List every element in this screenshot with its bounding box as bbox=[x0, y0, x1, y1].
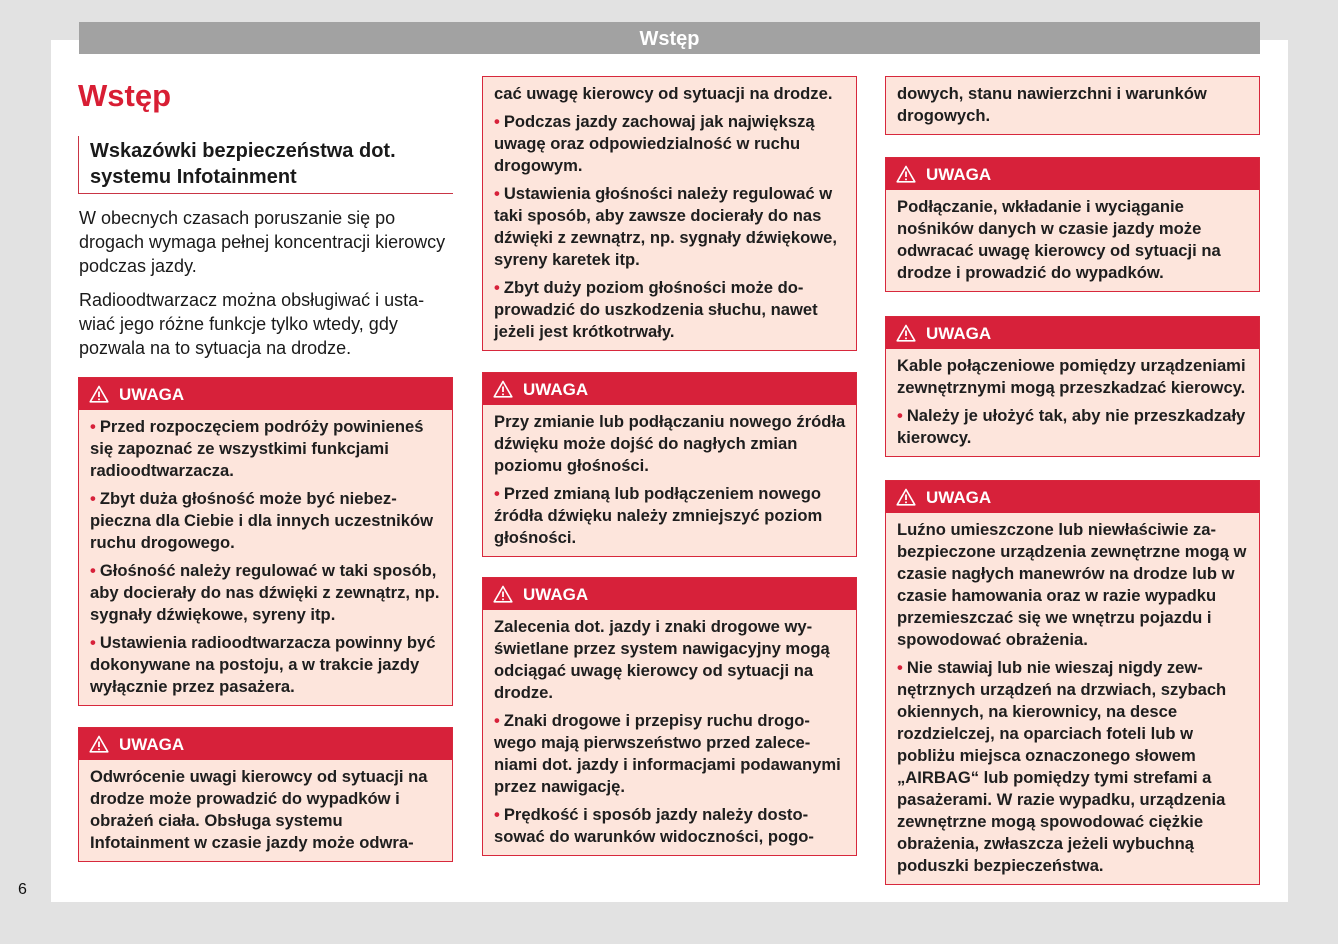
warning-header bbox=[886, 158, 1259, 190]
bullet-dot-icon: • bbox=[90, 489, 96, 508]
warning-box bbox=[78, 727, 453, 862]
warning-body bbox=[886, 513, 1259, 884]
warning-text bbox=[897, 519, 1249, 651]
warning-box-continuation bbox=[482, 76, 857, 351]
warning-bullet-item bbox=[494, 183, 846, 271]
warning-text bbox=[897, 196, 1249, 284]
bullet-dot-icon: • bbox=[494, 112, 500, 131]
item-text: Prędkość i sposób jazdy należy dostosować do warunków widoczności, pogo- bbox=[494, 805, 814, 846]
bullet-dot-icon: • bbox=[494, 278, 500, 297]
bullet-dot-icon: • bbox=[90, 633, 96, 652]
item-text: Podczas jazdy zachowaj jak największą uwagę oraz odpowiedzialność w ruchu drogowym. bbox=[494, 112, 815, 175]
warning-triangle-icon bbox=[896, 165, 916, 183]
bullet-dot-icon: • bbox=[90, 561, 96, 580]
item-text: Zbyt duża głośność może być niebezpieczna dla Ciebie i dla innych uczestników ruchu drogowego. bbox=[90, 489, 434, 552]
warning-box bbox=[885, 316, 1260, 457]
warning-bullet-item bbox=[897, 405, 1249, 449]
item-text: Ustawienia radioodtwarzacza powinny być dokonywane na postoju, a w trakcie jazdy wyłącznie przez pasażera. bbox=[90, 633, 436, 696]
item-text: Podłączanie, wkładanie i wyciąganie nośników danych w czasie jazdy może odwracać uwagę kierowcy od sytuacji na drodze i prowadzić do wypadków. bbox=[897, 197, 1221, 282]
warning-bullet-item bbox=[494, 804, 846, 848]
bullet-dot-icon: • bbox=[897, 658, 903, 677]
item-text: Odwrócenie uwagi kierowcy od sytuacji na drodze może prowadzić do wypadków i obrażeń ciała. Obsługa systemu Infotainment w czasie jazdy może odwra- bbox=[90, 767, 428, 852]
warning-body bbox=[483, 610, 856, 855]
subtitle-line-2: systemu Infotainment bbox=[90, 166, 297, 188]
section-header-bar: Wstęp bbox=[79, 22, 1260, 54]
item-text: Głośność należy regulować w taki sposób, aby docierały do nas dźwięki z zewnątrz, np. sygnały dźwiękowe, syreny itp. bbox=[90, 561, 440, 624]
item-text: dowych, stanu nawierzchni i warunków drogowych. bbox=[897, 84, 1207, 125]
warning-label: UWAGA bbox=[119, 734, 185, 754]
warning-header bbox=[886, 317, 1259, 349]
intro-paragraph-1: W obecnych czasach poruszanie się po drogach wymaga pełnej koncentracji kierowcy podczas jazdy. bbox=[79, 208, 446, 276]
item-text: Zbyt duży poziom głośności może doprowadzić do uszkodzenia słuchu, nawet jeżeli jest krótkotrwały. bbox=[494, 278, 818, 341]
item-text: Przed rozpoczęciem podróży powinieneś się zapoznać ze wszystkimi funkcjami radioodtwarzacza. bbox=[90, 417, 424, 480]
warning-label: UWAGA bbox=[119, 384, 185, 404]
warning-header bbox=[79, 728, 452, 760]
warning-triangle-icon bbox=[89, 735, 109, 753]
warning-box bbox=[78, 377, 453, 706]
warning-triangle-icon bbox=[493, 380, 513, 398]
warning-header bbox=[483, 373, 856, 405]
item-text: Luźno umieszczone lub niewłaściwie zabezpieczone urządzenia zewnętrzne mogą w czasie nagłych manewrów na drodze lub w czasie hamowania oraz w razie wypadku przemieszczać się we wnętrzu pojazdu i spowodować obrażenia. bbox=[897, 520, 1247, 649]
warning-box bbox=[482, 372, 857, 557]
warning-bullet-item bbox=[897, 657, 1249, 877]
warning-bullet-item bbox=[90, 632, 442, 698]
warning-bullet-item bbox=[90, 488, 442, 554]
intro-paragraph-2: Radioodtwarzacz można obsługiwać i ustawiać jego różne funkcje tylko wtedy, gdy pozwala na to sytuacja na drodze. bbox=[79, 290, 425, 358]
column-1 bbox=[78, 74, 453, 862]
bullet-dot-icon: • bbox=[897, 406, 903, 425]
warning-box-continuation bbox=[885, 76, 1260, 135]
warning-body bbox=[483, 77, 856, 350]
section-subtitle bbox=[78, 136, 453, 194]
warning-label: UWAGA bbox=[926, 164, 992, 184]
warning-body bbox=[886, 77, 1259, 134]
warning-triangle-icon bbox=[896, 488, 916, 506]
item-text: Nie stawiaj lub nie wieszaj nigdy zewnętrznych urządzeń na drzwiach, szybach okiennych, na kierownicy, na desce rozdzielczej, na oparciach foteli lub w pobliżu miejsca oznaczonego słowem „AIRBAG“ lub pomiędzy tymi strefami a pasażerami. W razie wypadku, urządzenia zewnętrzne mogą spowodować ciężkie obrażenia, zwłaszcza jeżeli wybuchną poduszki bezpieczeństwa. bbox=[897, 658, 1227, 875]
item-text: Należy je ułożyć tak, aby nie przeszkadzały kierowcy. bbox=[897, 406, 1246, 447]
page-title: Wstęp bbox=[78, 78, 171, 113]
warning-body bbox=[79, 410, 452, 705]
warning-body bbox=[886, 349, 1259, 456]
column-3 bbox=[885, 76, 1260, 885]
warning-box bbox=[885, 157, 1260, 292]
warning-text bbox=[897, 355, 1249, 399]
column-2 bbox=[482, 76, 857, 856]
warning-text bbox=[494, 411, 846, 477]
warning-box bbox=[885, 480, 1260, 885]
page-number: 6 bbox=[18, 881, 27, 898]
warning-box bbox=[482, 577, 857, 856]
item-text: Kable połączeniowe pomiędzy urządzeniami zewnętrznymi mogą przeszkadzać kierowcy. bbox=[897, 356, 1246, 397]
bullet-dot-icon: • bbox=[90, 417, 96, 436]
warning-header bbox=[79, 378, 452, 410]
item-text: Znaki drogowe i przepisy ruchu drogowego mają pierwszeństwo przed zaleceniami dot. jazdy i informacjami podawanymi przez nawigację. bbox=[494, 711, 841, 796]
bullet-dot-icon: • bbox=[494, 484, 500, 503]
item-text: Ustawienia głośności należy regulować w taki sposób, aby zawsze docierały do nas dźwięki z zewnątrz, np. sygnały dźwiękowe, syreny karetek itp. bbox=[494, 184, 838, 269]
warning-bullet-item bbox=[494, 111, 846, 177]
bullet-dot-icon: • bbox=[494, 184, 500, 203]
item-text: cać uwagę kierowcy od sytuacji na drodze. bbox=[494, 84, 833, 103]
subtitle-line-1: Wskazówki bezpieczeństwa dot. bbox=[90, 140, 396, 162]
warning-text bbox=[494, 616, 846, 704]
warning-label: UWAGA bbox=[926, 487, 992, 507]
warning-text bbox=[494, 83, 846, 105]
warning-text bbox=[90, 766, 442, 854]
bullet-dot-icon: • bbox=[494, 711, 500, 730]
warning-label: UWAGA bbox=[523, 584, 589, 604]
warning-bullet-item bbox=[90, 416, 442, 482]
item-text: Zalecenia dot. jazdy i znaki drogowe wyświetlane przez system nawigacyjny mogą odciągać uwagę kierowcy od sytuacji na drodze. bbox=[494, 617, 830, 702]
warning-bullet-item bbox=[494, 277, 846, 343]
warning-triangle-icon bbox=[493, 585, 513, 603]
warning-triangle-icon bbox=[896, 324, 916, 342]
warning-triangle-icon bbox=[89, 385, 109, 403]
warning-body bbox=[483, 405, 856, 556]
warning-bullet-item bbox=[494, 710, 846, 798]
item-text: Przed zmianą lub podłączeniem nowego źródła dźwięku należy zmniejszyć poziom głośności. bbox=[494, 484, 823, 547]
warning-text bbox=[897, 83, 1249, 127]
warning-label: UWAGA bbox=[523, 379, 589, 399]
warning-bullet-item bbox=[494, 483, 846, 549]
warning-header bbox=[483, 578, 856, 610]
item-text: Przy zmianie lub podłączaniu nowego źródła dźwięku może dojść do nagłych zmian poziomu głośności. bbox=[494, 412, 846, 475]
warning-body bbox=[79, 760, 452, 861]
warning-label: UWAGA bbox=[926, 323, 992, 343]
bullet-dot-icon: • bbox=[494, 805, 500, 824]
warning-header bbox=[886, 481, 1259, 513]
warning-bullet-item bbox=[90, 560, 442, 626]
warning-body bbox=[886, 190, 1259, 291]
